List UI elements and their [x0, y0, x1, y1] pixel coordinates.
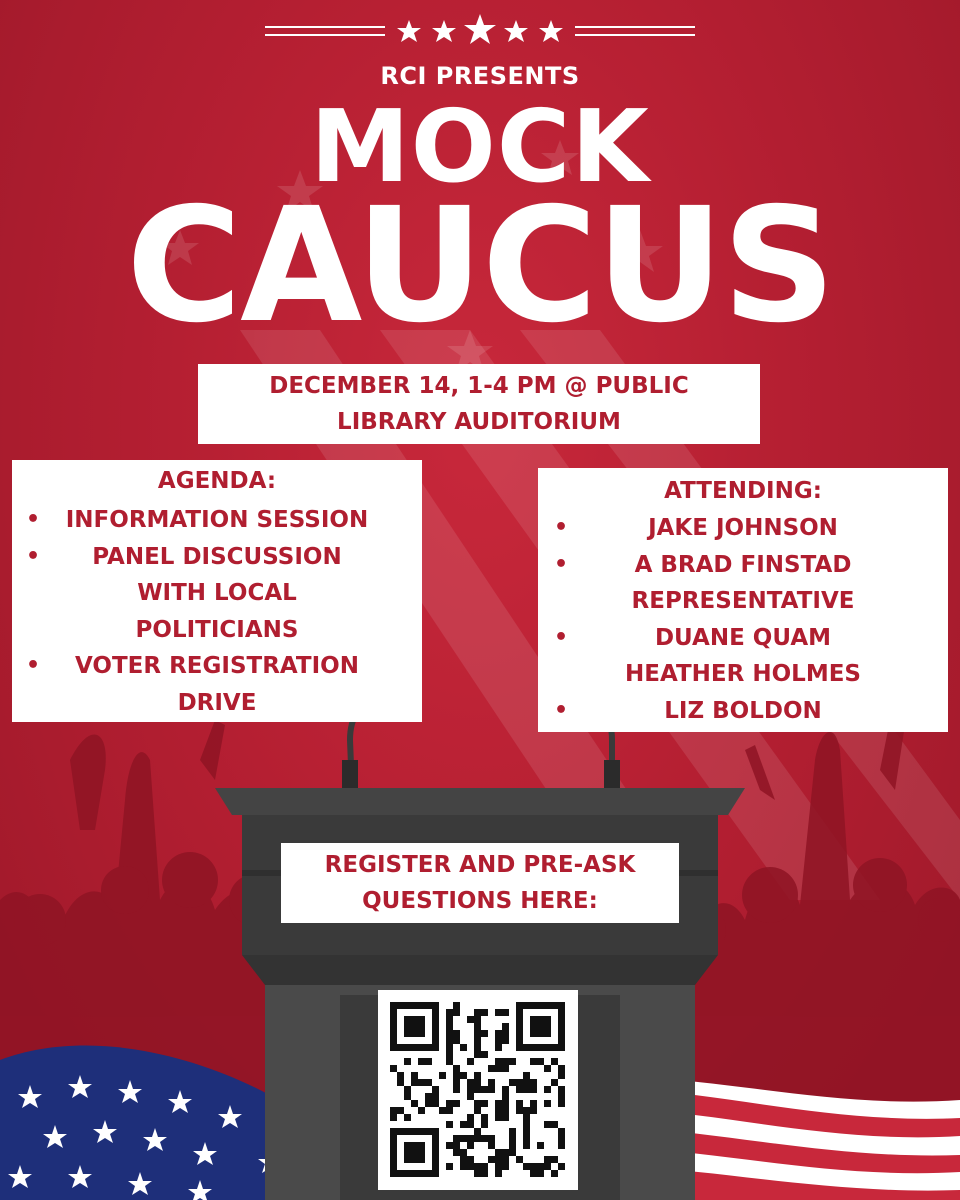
register-line1: REGISTER AND PRE-ASK [324, 852, 636, 878]
event-date-line2: LIBRARY AUDITORIUM [337, 409, 621, 435]
bullet-icon: • [26, 507, 41, 532]
qr-code-icon[interactable] [378, 990, 578, 1190]
agenda-line: • PANEL DISCUSSION [12, 539, 422, 576]
presenter-label: RCI PRESENTS [380, 62, 580, 90]
attendee-line: • A BRAD FINSTAD [538, 547, 948, 584]
attendee-line: • LIZ BOLDON [538, 693, 948, 730]
title-line1: MOCK [310, 88, 650, 205]
agenda-box [12, 460, 422, 722]
title-line2: CAUCUS [126, 174, 834, 358]
bullet-icon: • [26, 653, 41, 678]
register-line2: QUESTIONS HERE: [362, 888, 598, 914]
agenda-list [12, 502, 422, 721]
attending-title: ATTENDING: [664, 478, 822, 504]
agenda-line: POLITICIANS [135, 616, 299, 643]
qr-code-box[interactable] [378, 990, 578, 1190]
agenda-line: WITH LOCAL [137, 580, 297, 606]
bullet-icon: • [554, 551, 569, 577]
bullet-icon: • [554, 697, 569, 723]
attendee-line: REPRESENTATIVE [631, 588, 855, 614]
event-date-line1: DECEMBER 14, 1-4 PM @ PUBLIC [269, 373, 689, 399]
event-date-box [198, 364, 760, 444]
agenda-line: DRIVE [177, 689, 257, 716]
register-box [281, 843, 679, 923]
bullet-icon: • [554, 624, 569, 650]
agenda-title: AGENDA: [157, 468, 277, 494]
five-stars-icon [260, 12, 700, 52]
attendee-line: HEATHER HOLMES [625, 661, 861, 687]
attendee-line: • DUANE QUAM [538, 620, 948, 657]
attending-box [538, 468, 948, 732]
attending-list [538, 510, 948, 729]
bullet-icon: • [26, 543, 41, 569]
bullet-icon: • [554, 515, 569, 540]
agenda-line: • VOTER REGISTRATION [12, 648, 422, 685]
attendee-line: • JAKE JOHNSON [538, 510, 948, 547]
agenda-line: • INFORMATION SESSION [12, 502, 422, 539]
